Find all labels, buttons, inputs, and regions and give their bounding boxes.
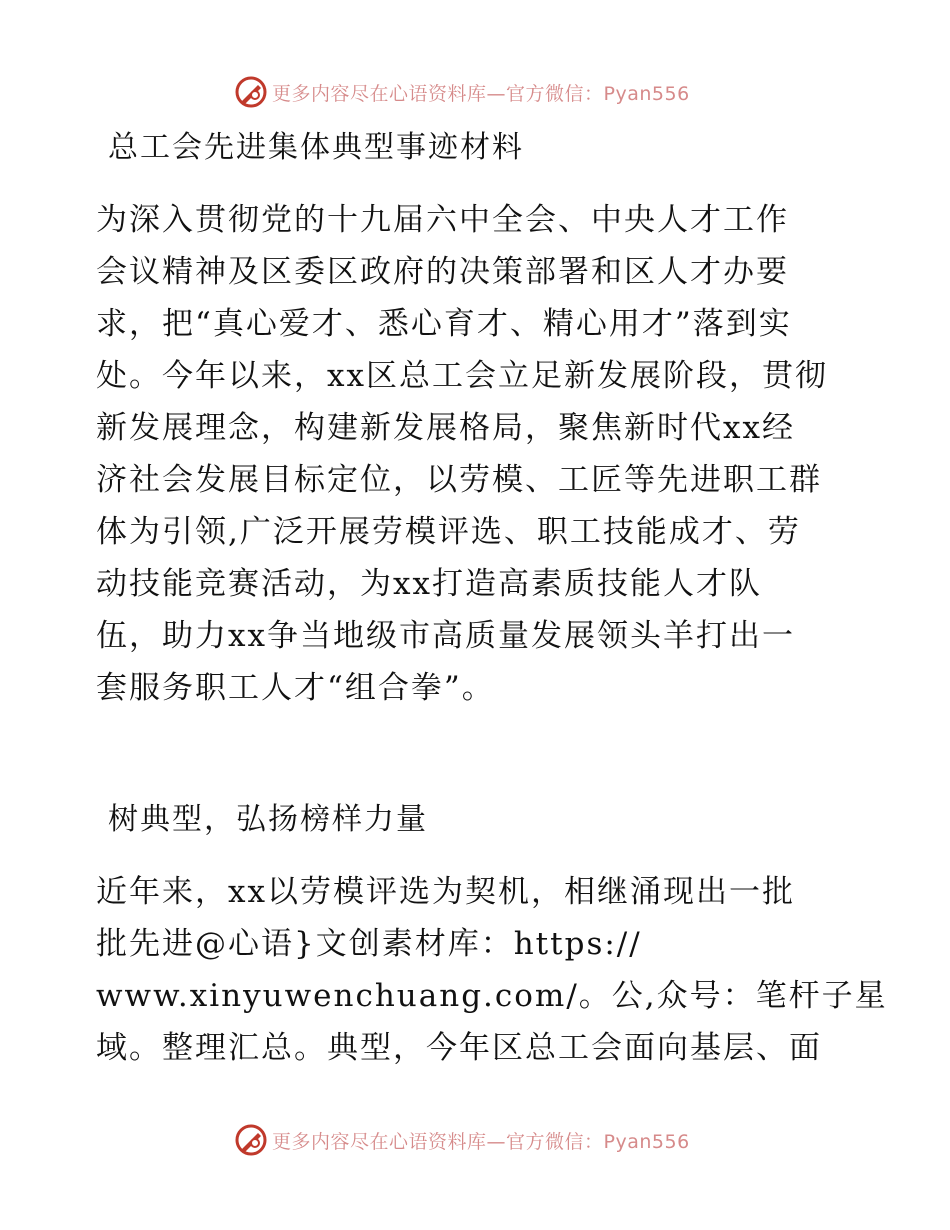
brand-logo-icon <box>234 75 268 109</box>
text-line: www.xinyuwenchuang.com/。公,众号：笔杆子星 <box>96 978 888 1014</box>
text-line: 处。今年以来，xx区总工会立足新发展阶段，贯彻 <box>96 358 828 394</box>
watermark-text: 更多内容尽在心语资料库—官方微信：Pyan556 <box>272 82 690 105</box>
header-watermark <box>234 72 690 112</box>
text-line: 会议精神及区委区政府的决策部署和区人才办要 <box>96 254 789 290</box>
text-line: 域。整理汇总。典型，今年区总工会面向基层、面 <box>96 1030 822 1066</box>
footer-watermark <box>234 1120 690 1160</box>
paragraph-section <box>96 866 888 1074</box>
text-line: 为深入贯彻党的十九届六中全会、中央人才工作 <box>96 202 789 238</box>
text-line: 批先进@心语}文创素材库：https:// <box>96 926 642 962</box>
brand-logo-icon <box>234 1123 268 1157</box>
text-line: 伍，助力xx争当地级市高质量发展领头羊打出一 <box>96 618 795 654</box>
watermark-text: 更多内容尽在心语资料库—官方微信：Pyan556 <box>272 1130 690 1153</box>
text-line: 济社会发展目标定位，以劳模、工匠等先进职工群 <box>96 462 822 498</box>
section-heading: 树典型，弘扬榜样力量 <box>108 802 428 837</box>
text-line: 体为引领,广泛开展劳模评选、职工技能成才、劳 <box>96 514 801 550</box>
text-line: 近年来，xx以劳模评选为契机，相继涌现出一批 <box>96 874 795 910</box>
document-title: 总工会先进集体典型事迹材料 <box>108 130 524 165</box>
text-line: 套服务职工人才“组合拳”。 <box>96 670 495 706</box>
paragraph-intro <box>96 194 856 714</box>
text-line: 求，把“真心爱才、悉心育才、精心用才”落到实 <box>96 306 792 342</box>
text-line: 新发展理念，构建新发展格局，聚焦新时代xx经 <box>96 410 795 446</box>
text-line: 动技能竞赛活动，为xx打造高素质技能人才队 <box>96 566 762 602</box>
